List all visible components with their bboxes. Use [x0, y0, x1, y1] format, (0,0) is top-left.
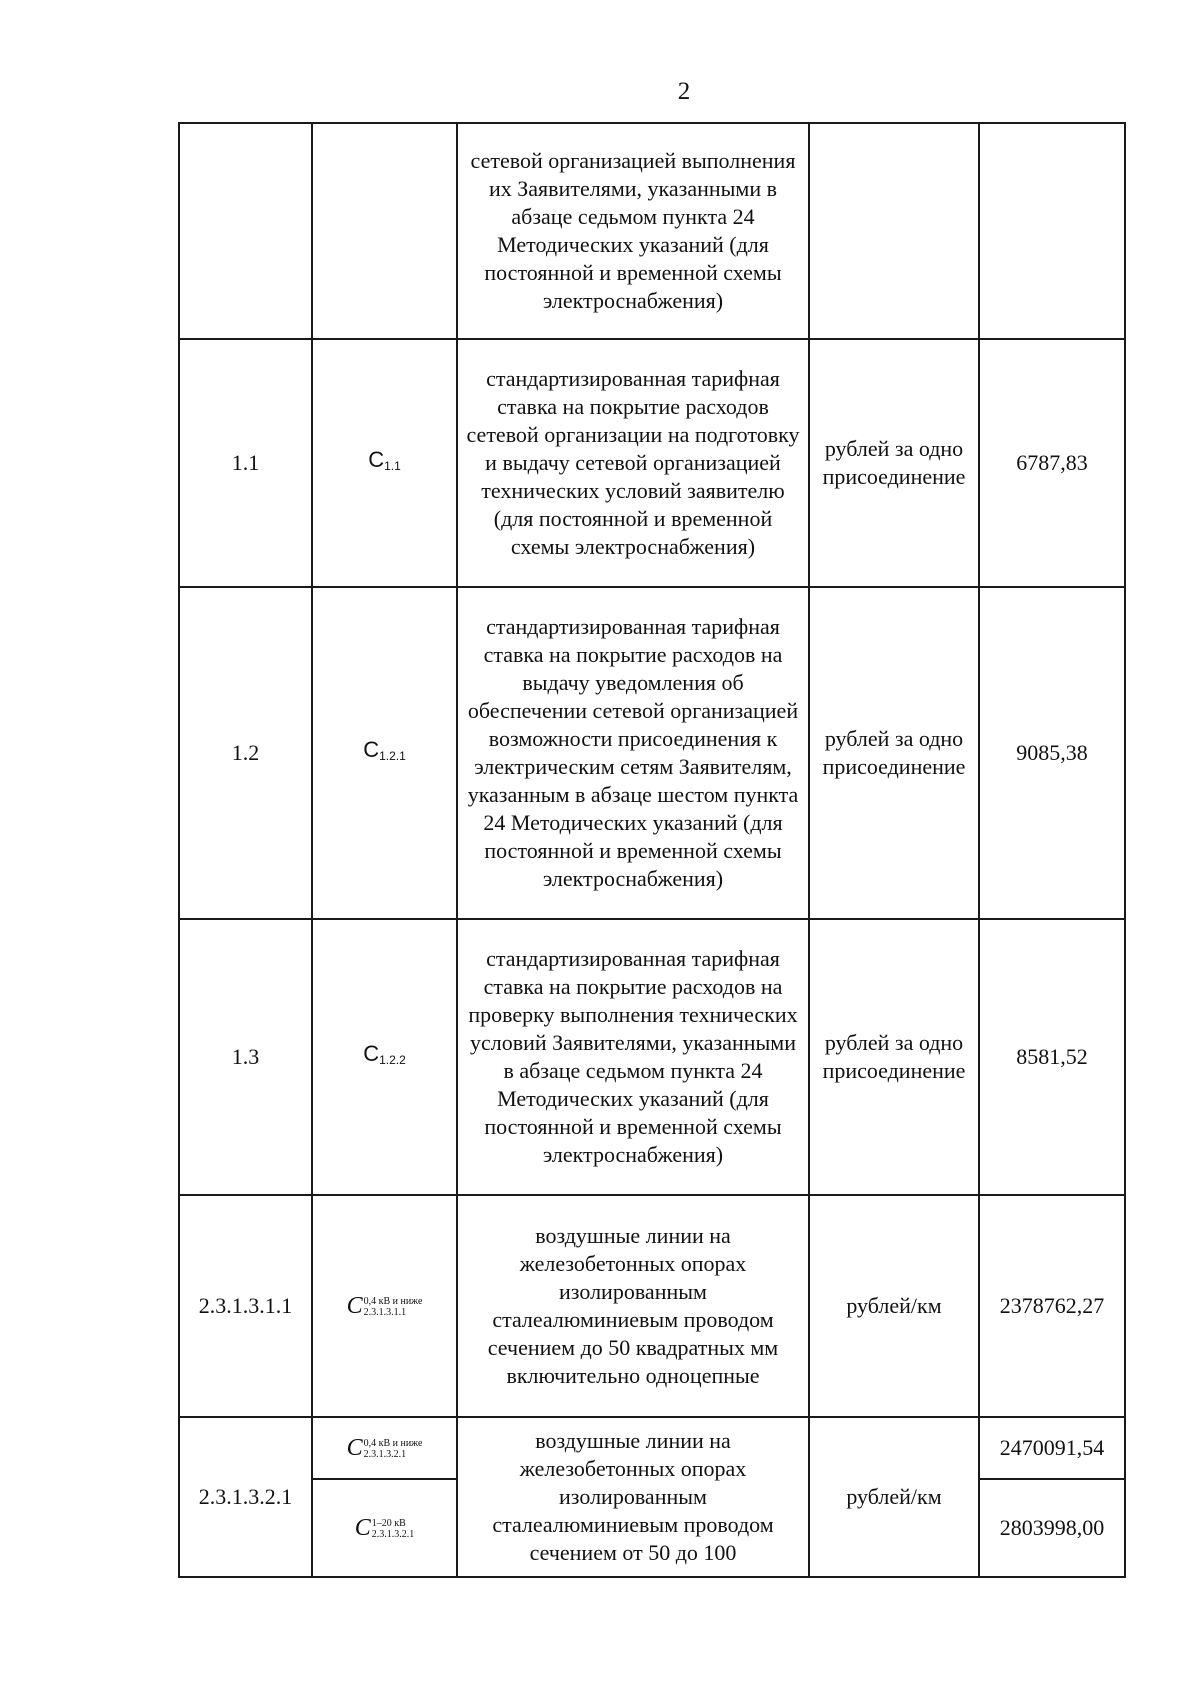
- row-unit: рублей за одно присоединение: [809, 587, 979, 919]
- row-value: [979, 123, 1125, 339]
- row-value: 2803998,00: [979, 1479, 1125, 1577]
- row-description: сетевой организацией выполнения их Заявителями, указанными в абзаце седьмом пункта 24 Методических указаний (для постоянной и временной схемы электроснабжения): [457, 123, 809, 339]
- tariff-symbol: $C_{1.1}$: [368, 447, 401, 473]
- row-value: 6787,83: [979, 339, 1125, 587]
- row-number: 1.3: [179, 919, 312, 1195]
- table-row: [179, 1195, 1125, 1417]
- row-description: воздушные линии на железобетонных опорах изолированным сталеалюминиевым проводом сечением до 50 квадратных мм включительно одноцепные: [457, 1195, 809, 1417]
- row-value: 8581,52: [979, 919, 1125, 1195]
- row-unit: рублей/км: [809, 1417, 979, 1577]
- row-number: 2.3.1.3.1.1: [179, 1195, 312, 1417]
- row-unit: [809, 123, 979, 339]
- page-number: 2: [677, 78, 691, 105]
- row-symbol: [312, 587, 457, 919]
- row-number: [179, 123, 312, 339]
- tariff-symbol: C 0,4 кВ и ниже 2.3.1.3.2.1: [346, 1435, 423, 1461]
- tariff-symbol: C 1–20 кВ 2.3.1.3.2.1: [354, 1515, 415, 1541]
- tariff-symbol: $C_{1.2.2}$: [363, 1041, 406, 1067]
- row-description: воздушные линии на железобетонных опорах изолированным сталеалюминиевым проводом сечением от 50 до 100: [457, 1417, 809, 1577]
- row-symbol: [312, 1417, 457, 1479]
- tariff-symbol: $C_{1.2.1}$: [363, 737, 406, 763]
- row-value: 9085,38: [979, 587, 1125, 919]
- row-description: стандартизированная тарифная ставка на покрытие расходов на проверку выполнения технических условий Заявителями, указанными в абзаце седьмом пункта 24 Методических указаний (для постоянной и временной схемы электроснабжения): [457, 919, 809, 1195]
- row-value: 2378762,27: [979, 1195, 1125, 1417]
- row-number: 1.1: [179, 339, 312, 587]
- row-description: стандартизированная тарифная ставка на покрытие расходов на выдачу уведомления об обеспечении сетевой организацией возможности присоединения к электрическим сетям Заявителям, указанным в абзаце шестом пункта 24 Методических указаний (для постоянной и временной схемы электроснабжения): [457, 587, 809, 919]
- row-unit: рублей/км: [809, 1195, 979, 1417]
- row-number: 2.3.1.3.2.1: [179, 1417, 312, 1577]
- row-symbol: [312, 919, 457, 1195]
- tariff-table: [178, 122, 1126, 1578]
- row-symbol: [312, 123, 457, 339]
- row-unit: рублей за одно присоединение: [809, 339, 979, 587]
- row-number: 1.2: [179, 587, 312, 919]
- table-row: [179, 587, 1125, 919]
- table-row: [179, 919, 1125, 1195]
- row-symbol: [312, 339, 457, 587]
- tariff-symbol: C 0,4 кВ и ниже 2.3.1.3.1.1: [346, 1293, 423, 1319]
- table-row: [179, 123, 1125, 339]
- row-symbol: [312, 1479, 457, 1577]
- row-unit: рублей за одно присоединение: [809, 919, 979, 1195]
- row-value: 2470091,54: [979, 1417, 1125, 1479]
- row-symbol: [312, 1195, 457, 1417]
- row-description: стандартизированная тарифная ставка на покрытие расходов сетевой организации на подготовку и выдачу сетевой организацией технических условий заявителю (для постоянной и временной схемы электроснабжения): [457, 339, 809, 587]
- table-row: [179, 1417, 1125, 1479]
- table-row: [179, 339, 1125, 587]
